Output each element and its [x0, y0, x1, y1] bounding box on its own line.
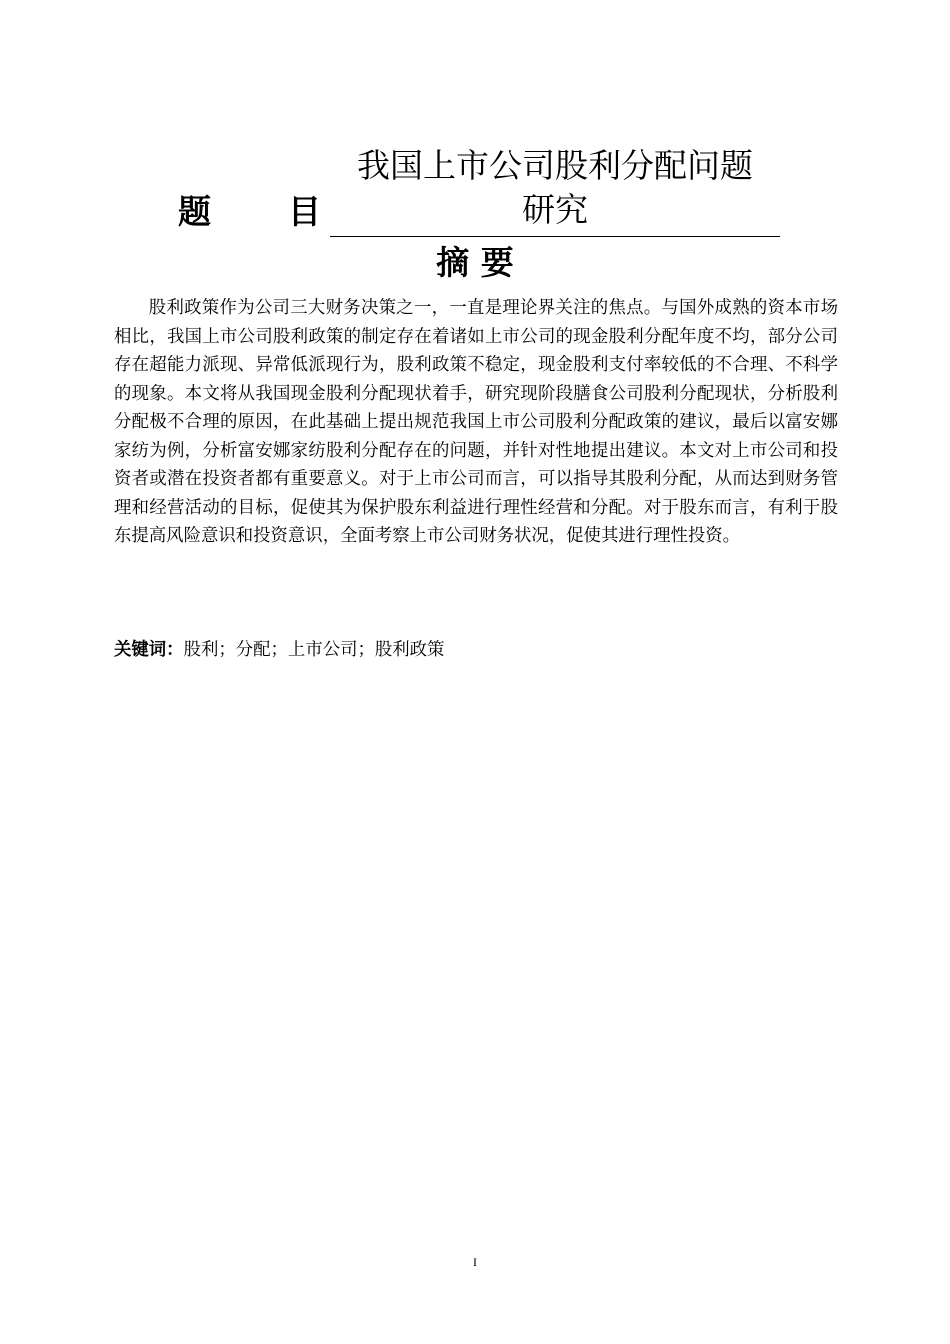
thesis-title	[330, 144, 780, 232]
title-label-char-2: 目	[288, 192, 321, 231]
thesis-title-line-2: 研究	[522, 190, 588, 229]
keywords-value: 股利；分配；上市公司；股利政策	[183, 640, 445, 660]
abstract-paragraph: 股利政策作为公司三大财务决策之一，一直是理论界关注的焦点。与国外成熟的资本市场相比，我国上市公司股利政策的制定存在着诸如上市公司的现金股利分配年度不均，部分公司存在超能力派现、异常低派现行为，股利政策不稳定，现金股利支付率较低的不合理、不科学的现象。本文将从我国现金股利分配现状着手，研究现阶段膳食公司股利分配现状，分析股利分配极不合理的原因，在此基础上提出规范我国上市公司股利分配政策的建议，最后以富安娜家纺为例，分析富安娜家纺股利分配存在的问题，并针对性地提出建议。本文对上市公司和投资者或潜在投资者都有重要意义。对于上市公司而言，可以指导其股利分配，从而达到财务管理和经营活动的目标，促使其为保护股东利益进行理性经营和分配。对于股东而言，有利于股东提高风险意识和投资意识，全面考察上市公司财务状况，促使其进行理性投资。	[114, 298, 838, 546]
abstract-heading: 摘 要	[436, 243, 514, 282]
title-label-char-1: 题	[178, 192, 211, 231]
thesis-title-line-1: 我国上市公司股利分配问题	[357, 146, 753, 185]
title-underline	[330, 236, 780, 237]
page-number: I	[473, 1255, 477, 1269]
title-block	[0, 140, 950, 240]
keywords-label: 关键词：	[114, 640, 184, 660]
keywords-line	[114, 636, 444, 664]
